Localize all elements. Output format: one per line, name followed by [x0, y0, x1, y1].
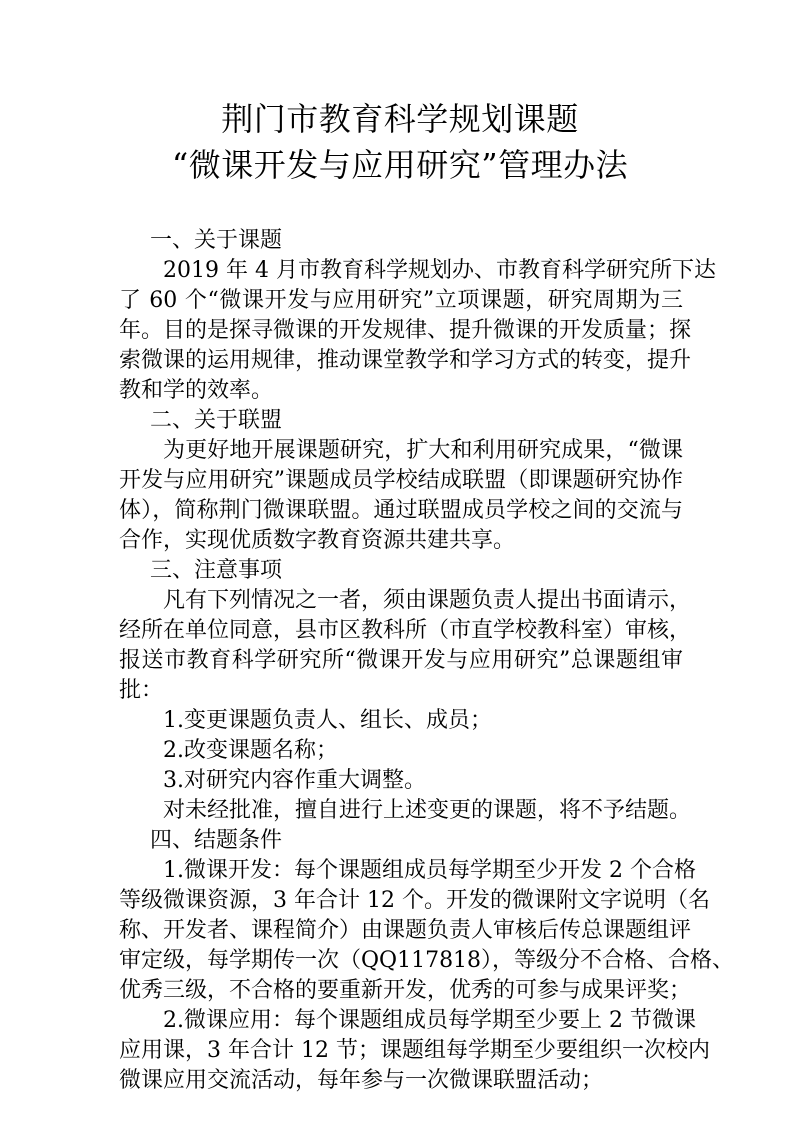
- paragraph-line: 索微课的运用规律，推动课堂教学和学习方式的转变，提升: [119, 348, 692, 373]
- paragraph-line: 教和学的效率。: [119, 378, 274, 403]
- title-line-1: 荆门市教育科学规划课题: [221, 100, 579, 138]
- list-item: 2.改变课题名称；: [163, 738, 338, 763]
- paragraph-line: 年。目的是探寻微课的开发规律、提升微课的开发质量；探: [119, 318, 692, 343]
- paragraph-line: 应用课，3 年合计 12 节；课题组每学期至少要组织一次校内: [119, 1038, 710, 1063]
- list-item: 1.微课开发：每个课题组成员每学期至少开发 2 个合格: [163, 858, 696, 883]
- paragraph-line: 凡有下列情况之一者，须由课题负责人提出书面请示，: [163, 588, 692, 613]
- title-line-2: “微课开发与应用研究”管理办法: [171, 146, 629, 184]
- paragraph-line: 等级微课资源，3 年合计 12 个。开发的微课附文字说明（名: [119, 888, 710, 913]
- paragraph-line: 了 60 个“微课开发与应用研究”立项课题，研究周期为三: [119, 288, 683, 313]
- paragraph-line: 批：: [119, 678, 164, 703]
- paragraph-line: 开发与应用研究”课题成员学校结成联盟（即课题研究协作: [119, 468, 683, 493]
- list-item: 2.微课应用：每个课题组成员每学期至少要上 2 节微课: [163, 1008, 696, 1033]
- paragraph-line: 为更好地开展课题研究，扩大和利用研究成果，“微课: [163, 438, 683, 463]
- paragraph-line: 优秀三级，不合格的要重新开发，优秀的可参与成果评奖；: [119, 978, 692, 1003]
- list-item: 3.对研究内容作重大调整。: [163, 768, 426, 793]
- paragraph-line: 称、开发者、课程简介）由课题负责人审核后传总课题组评: [119, 918, 692, 943]
- section-heading: 四、结题条件: [150, 828, 283, 853]
- paragraph-line: 2019 年 4 月市教育科学规划办、市教育科学研究所下达: [163, 258, 716, 283]
- paragraph-line: 经所在单位同意，县市区教科所（市直学校教科室）审核，: [119, 618, 692, 643]
- section-heading: 二、关于联盟: [150, 408, 283, 433]
- paragraph-line: 体），简称荆门微课联盟。通过联盟成员学校之间的交流与: [119, 498, 683, 523]
- paragraph-line: 报送市教育科学研究所“微课开发与应用研究”总课题组审: [119, 648, 683, 673]
- list-item: 1.变更课题负责人、组长、成员；: [163, 708, 492, 733]
- paragraph-line: 合作，实现优质数字教育资源共建共享。: [119, 528, 516, 553]
- section-heading: 一、关于课题: [150, 228, 283, 253]
- paragraph-line: 审定级，每学期传一次（QQ117818），等级分不合格、合格、: [119, 948, 735, 973]
- paragraph-line: 微课应用交流活动，每年参与一次微课联盟活动；: [119, 1068, 604, 1093]
- section-heading: 三、注意事项: [150, 558, 283, 583]
- paragraph-line: 对未经批准，擅自进行上述变更的课题，将不予结题。: [163, 798, 692, 823]
- document-title: [0, 96, 800, 188]
